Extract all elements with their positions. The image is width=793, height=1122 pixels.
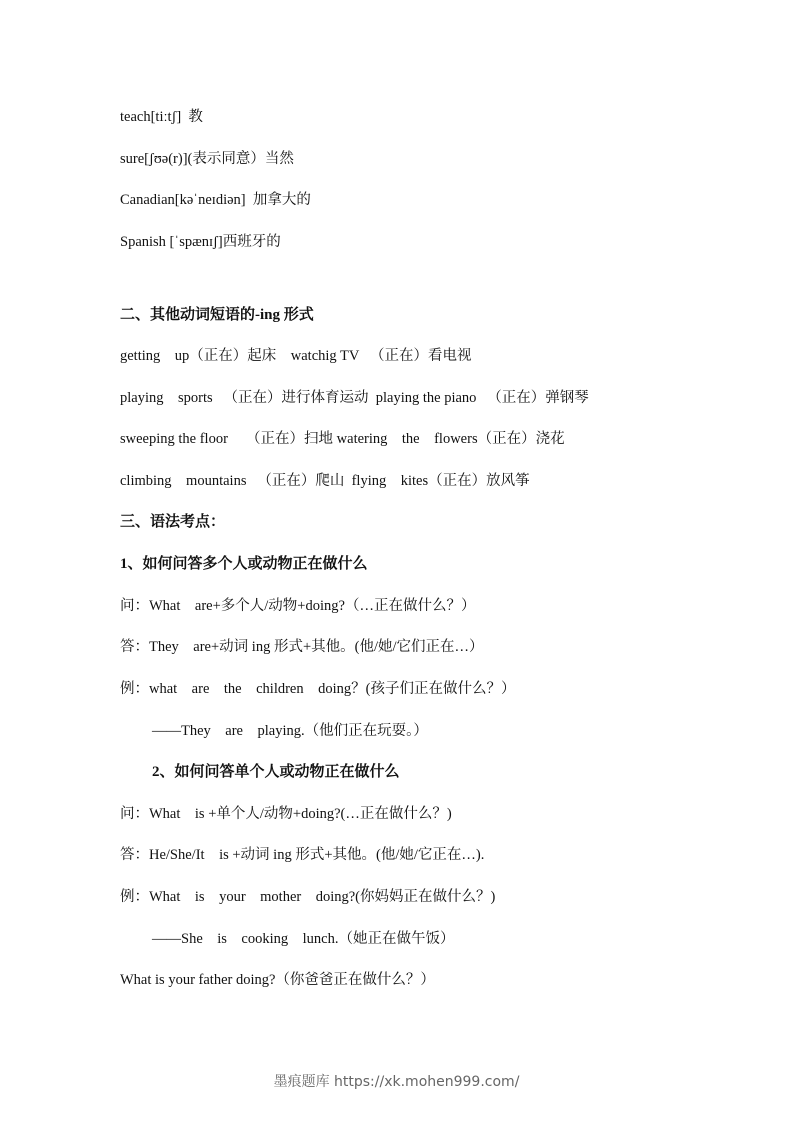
section3-heading: 三、语法考点：	[120, 514, 226, 530]
vocab-spanish: Spanish [ˈspænɪʃ]西班牙的	[120, 234, 281, 250]
sub2-example: 例：What is your mother doing?(你妈妈正在做什么？)	[120, 889, 496, 905]
footer-watermark: 墨痕题库 https://xk.mohen999.com/	[273, 1074, 520, 1090]
section2-heading: 二、其他动词短语的-ing 形式	[120, 307, 314, 323]
sub1-example-answer: ——They are playing.（他们正在玩耍。）	[152, 723, 428, 739]
phrase-line-4: climbing mountains （正在）爬山 flying kites（正在）放风筝	[120, 473, 530, 489]
sub2-answer: 答：He/She/It is +动词 ing 形式+其他。(他/她/它正在…).	[120, 847, 485, 863]
vocab-sure: sure[ʃʊə(r)](表示同意）当然	[120, 151, 294, 167]
sub1-answer: 答：They are+动词 ing 形式+其他。(他/她/它们正在…）	[120, 639, 484, 655]
phrase-line-2: playing sports （正在）进行体育运动 playing the piano （正在）弹钢琴	[120, 390, 589, 406]
sub2-extra-example: What is your father doing?（你爸爸正在做什么？）	[120, 972, 435, 988]
phrase-line-3: sweeping the floor （正在）扫地 watering the flowers（正在）浇花	[120, 431, 565, 447]
sub1-question: 问：What are+多个人/动物+doing?（…正在做什么？）	[120, 598, 476, 614]
sub2-title: 2、如何问答单个人或动物正在做什么	[152, 764, 400, 780]
sub1-title: 1、如何问答多个人或动物正在做什么	[120, 556, 368, 572]
phrase-line-1: getting up（正在）起床 watchig TV （正在）看电视	[120, 348, 472, 364]
vocab-teach: teach[tiːtʃ] 教	[120, 109, 203, 125]
sub1-example: 例：what are the children doing？(孩子们正在做什么？）	[120, 681, 516, 697]
vocab-canadian: Canadian[kəˈneɪdiən] 加拿大的	[120, 192, 311, 208]
sub2-example-answer: ——She is cooking lunch.（她正在做午饭）	[152, 931, 455, 947]
sub2-question: 问：What is +单个人/动物+doing?(…正在做什么？)	[120, 806, 452, 822]
